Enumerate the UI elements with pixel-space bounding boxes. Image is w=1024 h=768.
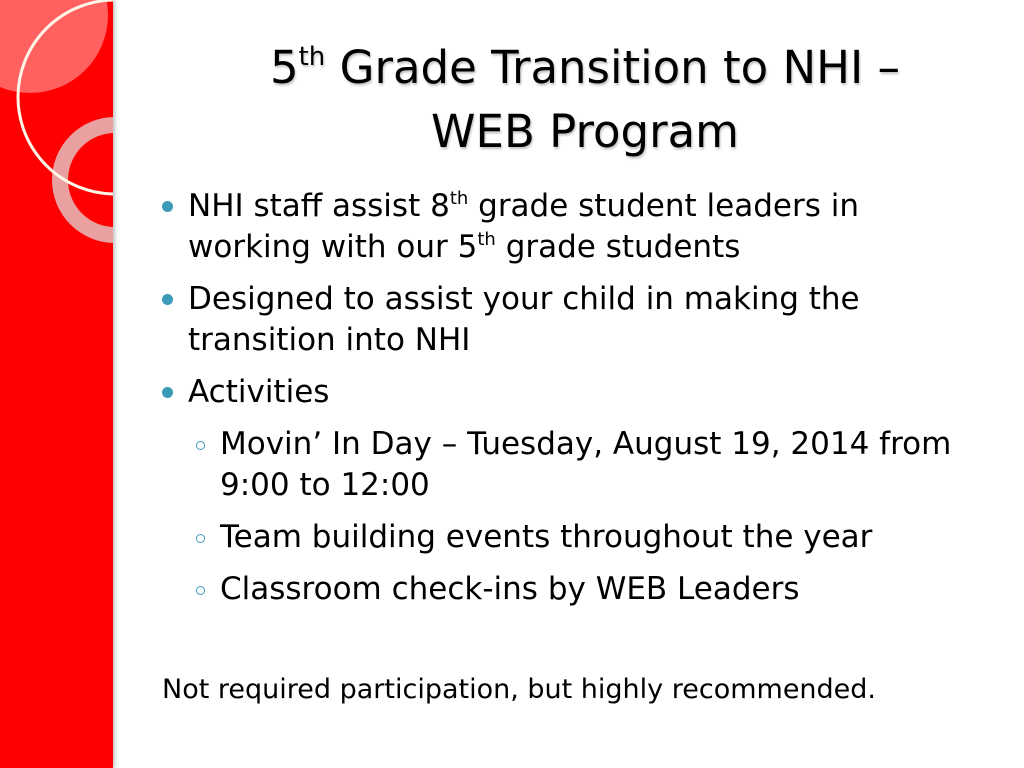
bullet-list (160, 186, 990, 621)
footer-note: Not required participation, but highly recommended. (162, 674, 877, 705)
decorative-sidebar (0, 0, 113, 768)
sub-list-item: Team building events throughout the year (160, 517, 990, 558)
slide-title: 5th Grade Transition to NHI – WEB Program (269, 41, 901, 158)
hollow-bullet-icon (196, 534, 205, 543)
decorative-circles-icon (0, 0, 113, 260)
sub-list-item: Classroom check-ins by WEB Leaders (160, 569, 990, 610)
list-item: NHI staff assist 8th grade student leaders in working with our 5th grade students (160, 186, 990, 268)
bullet-icon (162, 387, 173, 398)
sub-list-item: Movin’ In Day – Tuesday, August 19, 2014 from 9:00 to 12:00 (160, 424, 990, 506)
hollow-bullet-icon (196, 441, 205, 450)
bullet-icon (162, 294, 173, 305)
list-item: Activities (160, 372, 990, 413)
list-item: Designed to assist your child in making the transition into NHI (160, 279, 990, 361)
bullet-icon (162, 201, 173, 212)
hollow-bullet-icon (196, 586, 205, 595)
